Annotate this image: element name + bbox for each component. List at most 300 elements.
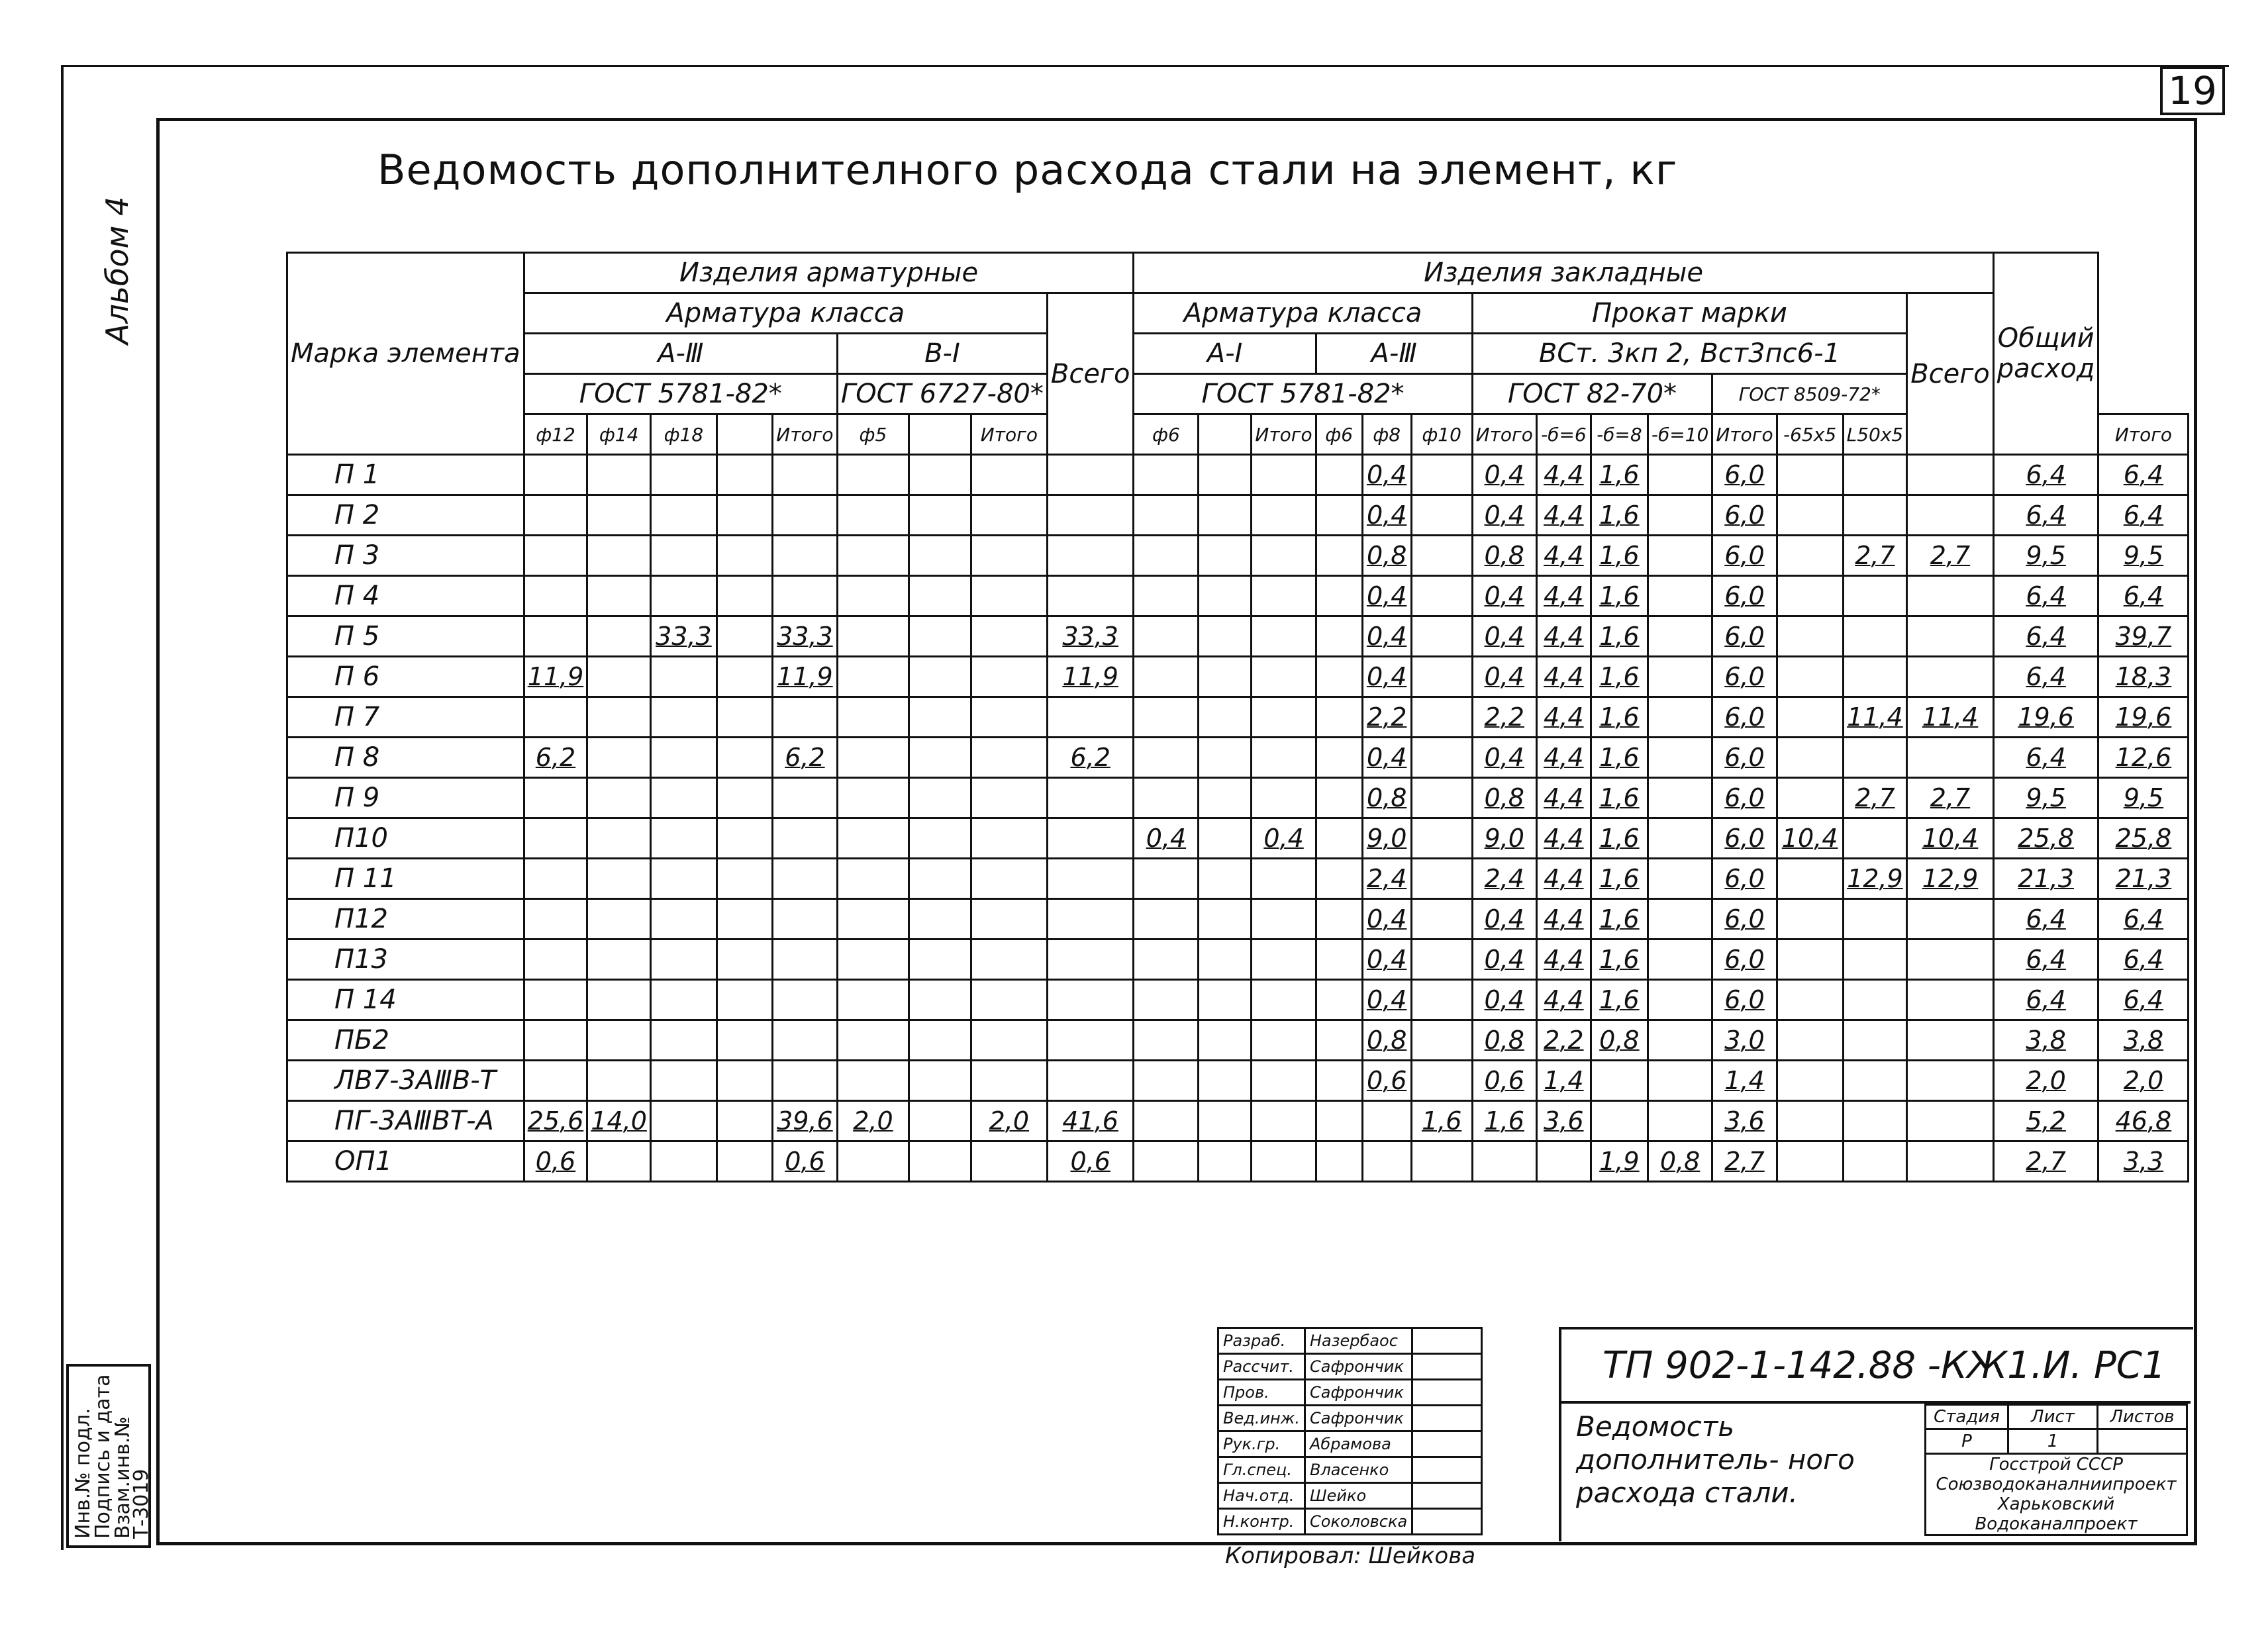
table-cell (1777, 455, 1843, 495)
header-a3: А-Ⅲ (524, 334, 837, 374)
table-cell (1134, 495, 1199, 536)
table-cell (1648, 1061, 1712, 1101)
table-cell (971, 859, 1047, 899)
table-row (287, 657, 2189, 697)
header-a3-b: А-Ⅲ (1316, 334, 1472, 374)
table-cell (1316, 1101, 1362, 1141)
table-cell (1134, 697, 1199, 738)
table-cell: 1,6 (1591, 536, 1648, 576)
table-cell: 4,4 (1536, 576, 1591, 616)
table-cell (1843, 818, 1907, 859)
table-cell: 11,9 (772, 657, 837, 697)
table-cell: 33,3 (1047, 616, 1134, 657)
table-cell: 0,4 (1362, 576, 1411, 616)
table-cell (716, 980, 772, 1020)
table-cell (650, 940, 716, 980)
table-cell (716, 1061, 772, 1101)
table-cell: 6,0 (1712, 455, 1777, 495)
table-cell (1648, 778, 1712, 818)
table-cell (1316, 697, 1362, 738)
table-cell: 6,4 (2098, 455, 2189, 495)
table-cell: 0,6 (1472, 1061, 1536, 1101)
table-cell: 0,4 (1362, 495, 1411, 536)
table-cell (1843, 940, 1907, 980)
table-cell: 0,8 (1591, 1020, 1648, 1061)
table-cell: 6,4 (2098, 899, 2189, 940)
table-cell: 4,4 (1536, 738, 1591, 778)
table-cell: 4,4 (1536, 899, 1591, 940)
stamp-name: Сафрончик (1305, 1380, 1412, 1406)
table-cell (909, 859, 971, 899)
stamp-role: Пров. (1218, 1380, 1305, 1406)
table-cell: 1,6 (1591, 980, 1648, 1020)
table-cell: 6,2 (1047, 738, 1134, 778)
table-cell: 0,4 (1472, 940, 1536, 980)
signature-cell (1412, 1483, 1482, 1509)
table-cell (524, 1061, 587, 1101)
table-cell (650, 657, 716, 697)
row-mark: П10 (287, 818, 524, 859)
table-cell: 9,0 (1472, 818, 1536, 859)
table-cell: 2,2 (1536, 1020, 1591, 1061)
table-row (287, 1141, 2189, 1182)
table-cell (837, 859, 909, 899)
table-cell: 3,6 (1712, 1101, 1777, 1141)
table-cell (1316, 859, 1362, 899)
table-cell (1411, 616, 1472, 657)
table-cell: 5,2 (1993, 1101, 2098, 1141)
table-cell (524, 818, 587, 859)
stamp-name: Сафрончик (1305, 1406, 1412, 1431)
table-cell: 0,4 (1134, 818, 1199, 859)
table-cell: 6,0 (1712, 980, 1777, 1020)
sub-header (1199, 414, 1252, 455)
table-cell (716, 576, 772, 616)
table-cell (1134, 1061, 1199, 1101)
table-cell (1252, 899, 1316, 940)
table-cell (1907, 495, 1994, 536)
sub-header: Итого (2098, 414, 2189, 455)
table-body (287, 455, 2189, 1182)
table-cell (1777, 616, 1843, 657)
table-cell (650, 536, 716, 576)
table-cell (1907, 616, 1994, 657)
table-cell (1316, 1020, 1362, 1061)
sub-header: ф12 (524, 414, 587, 455)
table-cell: 0,8 (1472, 1020, 1536, 1061)
table-cell (1199, 616, 1252, 657)
table-cell: 0,4 (1362, 980, 1411, 1020)
table-cell (837, 778, 909, 818)
sub-header: Итого (1472, 414, 1536, 455)
table-cell (1199, 657, 1252, 697)
table-cell: 33,3 (772, 616, 837, 657)
table-cell: 41,6 (1047, 1101, 1134, 1141)
sub-header (909, 414, 971, 455)
table-cell (1843, 657, 1907, 697)
header-total-2: Всего (1907, 293, 1994, 455)
table-cell (1199, 536, 1252, 576)
table-cell (716, 697, 772, 738)
table-cell: 1,6 (1591, 899, 1648, 940)
row-mark: П 14 (287, 980, 524, 1020)
table-cell: 2,0 (1993, 1061, 2098, 1101)
table-cell (1411, 455, 1472, 495)
sub-header: -б=10 (1648, 414, 1712, 455)
table-cell (587, 778, 651, 818)
table-cell (1411, 576, 1472, 616)
sub-header: ф5 (837, 414, 909, 455)
table-cell (1199, 1061, 1252, 1101)
table-cell: 6,0 (1712, 940, 1777, 980)
table-cell (1648, 495, 1712, 536)
table-cell (1316, 455, 1362, 495)
table-cell: 4,4 (1536, 616, 1591, 657)
document-code: ТП 902-1-142.88 -КЖ1.И. РС1 (1602, 1344, 2166, 1387)
sub-header: ф18 (650, 414, 716, 455)
table-cell: 21,3 (1993, 859, 2098, 899)
table-cell (650, 697, 716, 738)
table-cell (524, 536, 587, 576)
table-cell (1411, 1020, 1472, 1061)
table-cell (1199, 980, 1252, 1020)
table-row (287, 899, 2189, 940)
header-b1: В-Ⅰ (837, 334, 1047, 374)
table-cell: 6,0 (1712, 616, 1777, 657)
table-row (287, 536, 2189, 576)
table-cell (1648, 697, 1712, 738)
table-cell (716, 616, 772, 657)
table-cell (587, 455, 651, 495)
table-cell: 39,7 (2098, 616, 2189, 657)
table-cell: 11,9 (524, 657, 587, 697)
table-cell (909, 697, 971, 738)
sheet-value: 1 (2008, 1429, 2098, 1454)
table-cell: 12,9 (1907, 859, 1994, 899)
table-cell (1536, 1141, 1591, 1182)
table-cell (1648, 940, 1712, 980)
table-cell (587, 697, 651, 738)
table-cell (1648, 455, 1712, 495)
stamp-role: Нач.отд. (1218, 1483, 1305, 1509)
table-cell (1843, 576, 1907, 616)
table-cell (716, 940, 772, 980)
table-cell (837, 1061, 909, 1101)
table-cell: 0,4 (1472, 738, 1536, 778)
table-cell (772, 495, 837, 536)
table-cell (587, 536, 651, 576)
table-cell (1843, 1141, 1907, 1182)
header-rolled-mark: Прокат марки (1472, 293, 1907, 334)
header-gost-82: ГОСТ 82-70* (1472, 374, 1712, 414)
table-cell (587, 1141, 651, 1182)
table-cell (1134, 616, 1199, 657)
table-cell (716, 1020, 772, 1061)
table-cell (1316, 818, 1362, 859)
table-cell (1316, 940, 1362, 980)
table-cell (1411, 818, 1472, 859)
table-cell: 25,6 (524, 1101, 587, 1141)
stage-header: Стадия (1926, 1405, 2008, 1429)
table-cell (1362, 1101, 1411, 1141)
table-cell (1252, 778, 1316, 818)
table-cell (1047, 576, 1134, 616)
table-cell: 2,7 (1993, 1141, 2098, 1182)
table-cell (1411, 697, 1472, 738)
table-cell (524, 1020, 587, 1061)
table-cell (1252, 859, 1316, 899)
table-cell: 2,0 (2098, 1061, 2189, 1101)
table-cell (1648, 576, 1712, 616)
table-cell (1047, 980, 1134, 1020)
table-cell: 1,6 (1591, 495, 1648, 536)
table-cell (772, 576, 837, 616)
sub-header: -б=6 (1536, 414, 1591, 455)
table-cell (1472, 1141, 1536, 1182)
table-cell (1907, 980, 1994, 1020)
table-cell (909, 616, 971, 657)
table-cell (524, 940, 587, 980)
table-cell (1199, 1020, 1252, 1061)
table-cell (772, 536, 837, 576)
table-cell (1411, 778, 1472, 818)
table-cell (1777, 859, 1843, 899)
sub-header: -б=8 (1591, 414, 1648, 455)
table-cell: 3,0 (1712, 1020, 1777, 1061)
table-cell: 9,5 (1993, 778, 2098, 818)
table-cell: 2,7 (1712, 1141, 1777, 1182)
table-cell (971, 536, 1047, 576)
table-cell (1316, 536, 1362, 576)
table-cell (772, 980, 837, 1020)
table-cell (971, 1061, 1047, 1101)
table-cell (1907, 899, 1994, 940)
table-cell: 2,7 (1907, 536, 1994, 576)
album-label: Альбом 4 (99, 196, 135, 344)
table-cell (1843, 899, 1907, 940)
table-cell (1777, 940, 1843, 980)
table-cell (1047, 818, 1134, 859)
table-cell (1134, 1020, 1199, 1061)
row-mark: П12 (287, 899, 524, 940)
table-cell (837, 980, 909, 1020)
row-mark: П 7 (287, 697, 524, 738)
table-cell: 11,9 (1047, 657, 1134, 697)
table-cell: 21,3 (2098, 859, 2189, 899)
table-cell: 6,4 (1993, 616, 2098, 657)
table-cell (1411, 899, 1472, 940)
table-cell: 6,0 (1712, 697, 1777, 738)
copied-by: Копировал: Шейкова (1225, 1543, 1476, 1569)
table-cell (587, 859, 651, 899)
table-cell (1411, 980, 1472, 1020)
table-cell (716, 899, 772, 940)
table-cell (1047, 940, 1134, 980)
table-cell (716, 455, 772, 495)
table-cell: 6,4 (2098, 576, 2189, 616)
table-cell (1907, 1141, 1994, 1182)
table-cell (1843, 980, 1907, 1020)
table-cell (524, 899, 587, 940)
table-row (287, 1061, 2189, 1101)
stamp-role: Вед.инж. (1218, 1406, 1305, 1431)
table-cell (1199, 940, 1252, 980)
table-cell: 0,4 (1472, 657, 1536, 697)
table-cell (587, 980, 651, 1020)
table-row (287, 940, 2189, 980)
table-cell: 6,0 (1712, 657, 1777, 697)
table-cell (909, 778, 971, 818)
table-cell: 6,4 (1993, 899, 2098, 940)
table-cell (1134, 778, 1199, 818)
header-armature-products: Изделия арматурные (524, 253, 1134, 293)
table-cell (587, 940, 651, 980)
table-cell (1316, 738, 1362, 778)
table-cell (909, 576, 971, 616)
table-cell (909, 536, 971, 576)
table-cell: 0,8 (1362, 536, 1411, 576)
table-cell (1047, 697, 1134, 738)
signature-table (1217, 1327, 1483, 1535)
table-cell: 0,8 (1362, 778, 1411, 818)
table-row (287, 616, 2189, 657)
table-cell (837, 657, 909, 697)
table-cell (971, 738, 1047, 778)
table-cell (1777, 738, 1843, 778)
table-cell: 2,4 (1472, 859, 1536, 899)
signature-cell (1412, 1509, 1482, 1535)
table-cell: 0,4 (1362, 657, 1411, 697)
table-cell: 9,0 (1362, 818, 1411, 859)
table-cell: 12,9 (1843, 859, 1907, 899)
sheets-value (2098, 1429, 2187, 1454)
table-cell: 6,4 (2098, 980, 2189, 1020)
sub-header: Итого (1712, 414, 1777, 455)
row-mark: ОП1 (287, 1141, 524, 1182)
table-cell: 3,6 (1536, 1101, 1591, 1141)
table-cell (524, 697, 587, 738)
table-cell: 6,0 (1712, 536, 1777, 576)
table-row (287, 1101, 2189, 1141)
table-cell (716, 818, 772, 859)
table-cell: 6,4 (1993, 738, 2098, 778)
table-cell (1648, 1101, 1712, 1141)
table-cell (1777, 1061, 1843, 1101)
table-cell: 4,4 (1536, 778, 1591, 818)
table-cell (1316, 980, 1362, 1020)
row-mark: П 1 (287, 455, 524, 495)
table-cell: 25,8 (1993, 818, 2098, 859)
table-cell (716, 536, 772, 576)
table-row (287, 697, 2189, 738)
table-cell (1134, 980, 1199, 1020)
table-cell (1134, 859, 1199, 899)
table-cell: 0,8 (1472, 778, 1536, 818)
table-cell (971, 616, 1047, 657)
table-cell (1252, 455, 1316, 495)
table-cell: 1,6 (1591, 455, 1648, 495)
table-cell (1316, 1061, 1362, 1101)
table-cell: 1,9 (1591, 1141, 1648, 1182)
row-mark: П 9 (287, 778, 524, 818)
table-cell (837, 1141, 909, 1182)
table-cell: 2,0 (971, 1101, 1047, 1141)
header-overall: Общий расход (1993, 253, 2098, 455)
table-cell: 4,4 (1536, 495, 1591, 536)
table-cell (837, 899, 909, 940)
table-cell: 1,6 (1591, 818, 1648, 859)
table-cell: 6,4 (2098, 940, 2189, 980)
table-cell (1134, 536, 1199, 576)
table-cell (909, 1101, 971, 1141)
table-cell (909, 1020, 971, 1061)
table-cell (772, 940, 837, 980)
table-cell (971, 940, 1047, 980)
table-cell (1777, 1101, 1843, 1141)
table-cell (971, 1020, 1047, 1061)
table-cell (1252, 940, 1316, 980)
table-cell (1316, 495, 1362, 536)
stamp-name: Назербаос (1305, 1328, 1412, 1354)
table-cell (1777, 697, 1843, 738)
table-cell: 4,4 (1536, 455, 1591, 495)
table-cell (1591, 1101, 1648, 1141)
table-cell (650, 818, 716, 859)
table-cell (837, 616, 909, 657)
table-cell (1648, 899, 1712, 940)
table-cell (1316, 576, 1362, 616)
table-cell (1843, 495, 1907, 536)
signature-cell (1412, 1380, 1482, 1406)
table-cell (650, 576, 716, 616)
table-cell (650, 778, 716, 818)
table-cell: 9,5 (1993, 536, 2098, 576)
table-row (287, 455, 2189, 495)
sub-header: ф8 (1362, 414, 1411, 455)
sub-header (716, 414, 772, 455)
table-cell: 0,4 (1362, 940, 1411, 980)
row-mark: ЛВ7-3АⅢВ-Т (287, 1061, 524, 1101)
table-cell (1199, 495, 1252, 536)
table-cell (909, 940, 971, 980)
table-cell: 6,0 (1712, 576, 1777, 616)
table-cell (1777, 657, 1843, 697)
table-cell (971, 576, 1047, 616)
table-cell (772, 778, 837, 818)
table-cell (1047, 778, 1134, 818)
table-cell (1777, 980, 1843, 1020)
table-cell: 0,6 (772, 1141, 837, 1182)
signature-cell (1412, 1354, 1482, 1380)
table-row (287, 576, 2189, 616)
table-cell (1252, 657, 1316, 697)
table-cell (1777, 778, 1843, 818)
header-embedded-products: Изделия закладные (1134, 253, 1993, 293)
table-row (287, 1020, 2189, 1061)
table-cell: 0,4 (1472, 899, 1536, 940)
sheet-number: 19 (2160, 66, 2225, 115)
table-cell (909, 1141, 971, 1182)
sub-header: Итого (1252, 414, 1316, 455)
table-cell (1316, 657, 1362, 697)
table-cell: 4,4 (1536, 657, 1591, 697)
header-gost-8509: ГОСТ 8509-72* (1712, 374, 1907, 414)
table-cell: 6,0 (1712, 859, 1777, 899)
table-cell (1907, 1020, 1994, 1061)
table-cell (716, 1141, 772, 1182)
table-cell (587, 738, 651, 778)
table-cell: 6,0 (1712, 778, 1777, 818)
